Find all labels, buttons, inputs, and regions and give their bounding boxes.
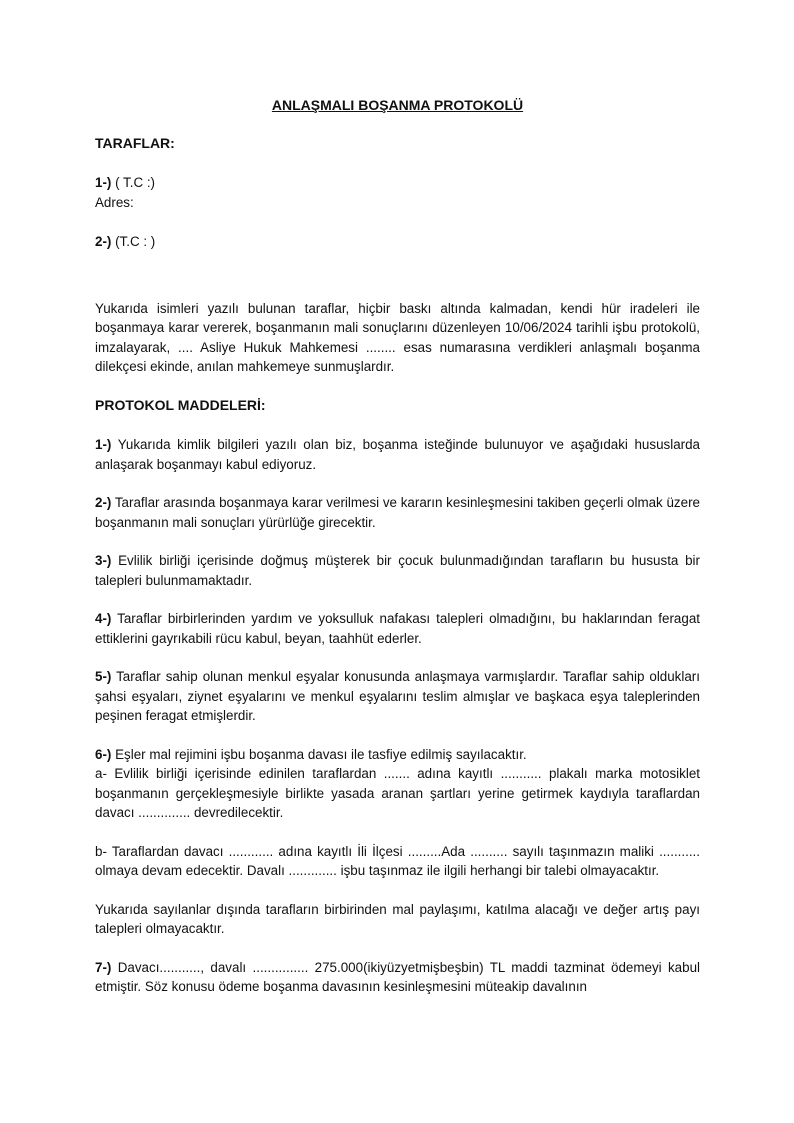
intro-paragraph: Yukarıda isimleri yazılı bulunan taraflar, hiçbir baskı altında kalmadan, kendi hür iradeleri ile boşanmaya karar vererek, boşanmanın mali sonuçlarını düzenleyen 10/06/2024 tarihli işbu protokolü, imzalayarak, .... Asliye Hukuk Mahkemesi ........ esas numarasına verdikleri anlaşmalı boşanma dilekçesi ekinde, anılan mahkemeye sunmuşlardır. [95, 300, 700, 374]
article-number: 4-) [95, 611, 112, 626]
article-6-clause-c: Yukarıda sayılanlar dışında tarafların birbirinden mal paylaşımı, katılma alacağı ve değer artış payı talepleri olmayacaktır. [95, 901, 700, 936]
article-6-clause-b: b- Taraflardan davacı ............ adına kayıtlı İli İlçesi .........Ada .......... sayılı taşınmazın maliki ........... olmaya devam edecektir. Davalı ............. işbu taşınmaz ile ilgili herhangi bir talebi olmayacaktır. [95, 843, 700, 878]
article-5 [95, 667, 700, 726]
article-number: 5-) [95, 669, 112, 684]
party-1-address: Adres: [95, 194, 134, 210]
article-3 [95, 551, 700, 590]
article-4 [95, 609, 700, 648]
article-7 [95, 958, 700, 997]
article-number: 7-) [95, 959, 112, 975]
party-1-tc: ( T.C :) [111, 175, 156, 190]
party-2-number: 2-) [95, 234, 112, 249]
party-2-tc: (T.C : ) [111, 234, 156, 249]
article-text: Davacı..........., davalı ............... 275.000(ikiyüzyetmişbeşbin) TL maddi tazminat ödemeyi kabul etmiştir. Söz konusu ödeme boşanma davasının kesinleşmesini müteakip davalının [95, 959, 700, 994]
article-text: Evlilik birliği içerisinde doğmuş müşterek bir çocuk bulunmadığından tarafların bu hususta bir talepleri bulunmamaktadır. [95, 553, 700, 588]
article-text: Taraflar sahip olunan menkul eşyalar konusunda anlaşmaya varmışlardır. Taraflar sahip oldukları şahsi eşyaları, ziynet eşyalarını ve menkul eşyalarını teslim almışlar ve başkaca eşya taleplerinden peşinen feragat etmişlerdir. [95, 669, 700, 723]
document-title: ANLAŞMALI BOŞANMA PROTOKOLÜ [271, 97, 524, 113]
article-number: 1-) [95, 437, 112, 452]
party-2 [95, 232, 700, 252]
article-1 [95, 435, 700, 474]
article-number: 3-) [95, 553, 112, 568]
articles-heading: PROTOKOL MADDELERİ: [95, 396, 266, 413]
article-text: Yukarıda kimlik bilgileri yazılı olan biz, boşanma isteğinde bulunuyor ve aşağıdaki hususlarda anlaşarak boşanmayı kabul ediyoruz. [95, 437, 700, 472]
party-1 [95, 173, 700, 212]
document-page [95, 96, 700, 1016]
article-number: 2-) [95, 495, 112, 510]
article-text: Taraflar arasında boşanmaya karar verilmesi ve kararın kesinleşmesini takiben geçerli olmak üzere boşanmanın mali sonuçları yürürlüğe girecektir. [95, 495, 700, 530]
party-1-number: 1-) [95, 175, 112, 190]
article-text: Taraflar birbirlerinden yardım ve yoksulluk nafakası talepleri olmadığını, bu haklarından feragat ettiklerini gayrıkabili rücu kabul, beyan, taahhüt ederler. [95, 611, 700, 646]
parties-heading: TARAFLAR: [95, 134, 175, 151]
article-6-clause-a: a- Evlilik birliği içerisinde edinilen taraflardan ....... adına kayıtlı ........... plakalı marka motosiklet boşanmanın gerçekleşmesiyle birlikte yasada aranan şartları yerine getirmek kaydıyla taraflardan davacı .............. devredilecektir. [95, 766, 700, 820]
article-number: 6-) [95, 746, 112, 762]
article-2 [95, 493, 700, 532]
article-text: Eşler mal rejimini işbu boşanma davası ile tasfiye edilmiş sayılacaktır. [111, 746, 527, 762]
article-6 [95, 745, 700, 823]
